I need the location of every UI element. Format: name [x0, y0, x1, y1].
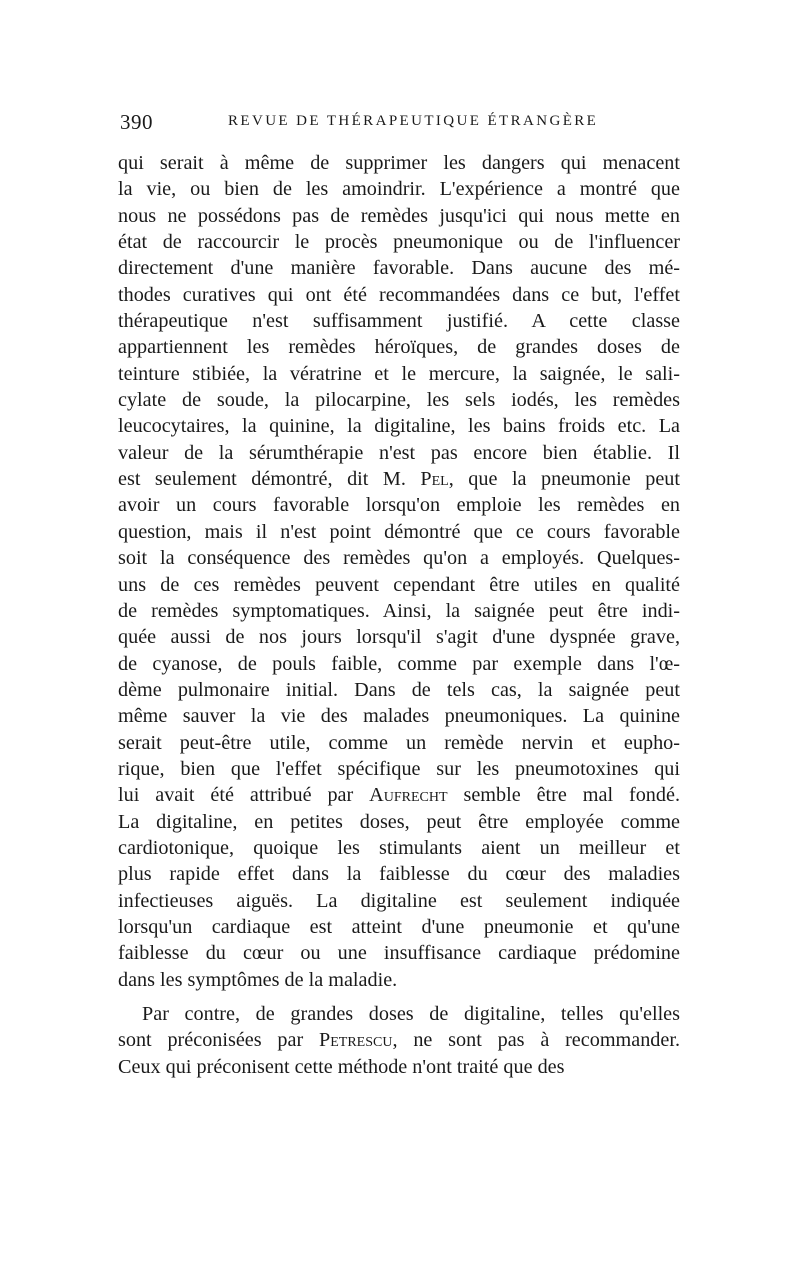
text-line: dème pulmonaire initial. Dans de tels cas, la saignée peut [118, 678, 680, 701]
text-line: infectieuses aiguës. La digitaline est seulement indiquée [118, 889, 680, 912]
text-line: leucocytaires, la quinine, la digitaline, les bains froids etc. La [118, 415, 680, 438]
text-line: qui serait à même de supprimer les dangers qui menacent [118, 152, 680, 174]
text-line: quée aussi de nos jours lorsqu'il s'agit d'une dyspnée grave, [118, 626, 680, 649]
text-line: appartiennent les remèdes héroïques, de grandes doses de [118, 336, 680, 359]
text-line: directement d'une manière favorable. Dans aucune des mé- [118, 257, 680, 280]
text-line: sont préconisées par Petrescu, ne sont pas à recommander. [118, 1029, 680, 1052]
text-line: lorsqu'un cardiaque est atteint d'une pneumonie et qu'une [118, 915, 680, 938]
text-line: même sauver la vie des malades pneumoniques. La quinine [118, 705, 680, 728]
text-line: teinture stibiée, la vératrine et le mercure, la saignée, le sali- [118, 362, 680, 385]
running-header [118, 110, 680, 140]
paragraph-1 [118, 150, 680, 993]
text-line: rique, bien que l'effet spécifique sur les pneumotoxines qui [118, 757, 680, 780]
text-line: thodes curatives qui ont été recommandées dans ce but, l'effet [118, 283, 680, 306]
text-line: question, mais il n'est point démontré que ce cours favorable [118, 520, 680, 543]
text-line: avoir un cours favorable lorsqu'on emploie les remèdes en [118, 494, 680, 517]
text-line: serait peut-être utile, comme un remède nervin et eupho- [118, 731, 680, 754]
document-page [118, 0, 680, 1262]
page-number: 390 [120, 110, 153, 134]
text-line: La digitaline, en petites doses, peut être employée comme [118, 810, 680, 833]
text-line: Ceux qui préconisent cette méthode n'ont traité que des [118, 1055, 565, 1078]
body-text [118, 150, 680, 1080]
text-line: la vie, ou bien de les amoindrir. L'expérience a montré que [118, 178, 680, 201]
running-title: REVUE DE THÉRAPEUTIQUE ÉTRANGÈRE [228, 113, 599, 129]
text-line: Par contre, de grandes doses de digitaline, telles qu'elles [142, 1003, 680, 1025]
text-line: état de raccourcir le procès pneumonique ou de l'influencer [118, 231, 680, 254]
text-line: de cyanose, de pouls faible, comme par exemple dans l'œ- [118, 652, 680, 675]
text-line: nous ne possédons pas de remèdes jusqu'ici qui nous mette en [118, 204, 680, 227]
author-name: Aufrecht [369, 784, 448, 807]
text-line: faiblesse du cœur ou une insuffisance cardiaque prédomine [118, 942, 680, 965]
text-line: cardiotonique, quoique les stimulants aient un meilleur et [118, 836, 680, 859]
text-line: thérapeutique n'est suffisamment justifié. A cette classe [118, 310, 680, 333]
paragraph-2 [118, 1001, 680, 1080]
text-line: valeur de la sérumthérapie n'est pas encore bien établie. Il [118, 441, 680, 464]
text-line: de remèdes symptomatiques. Ainsi, la saignée peut être indi- [118, 599, 680, 622]
text-line: uns de ces remèdes peuvent cependant être utiles en qualité [118, 573, 680, 596]
text-line: lui avait été attribué par Aufrecht semble être mal fondé. [118, 784, 680, 807]
text-line: cylate de soude, la pilocarpine, les sels iodés, les remèdes [118, 389, 680, 412]
text-line: plus rapide effet dans la faiblesse du cœur des maladies [118, 863, 680, 886]
author-name: Pel [420, 468, 449, 491]
text-line: dans les symptômes de la maladie. [118, 968, 398, 991]
text-line: soit la conséquence des remèdes qu'on a employés. Quelques- [118, 547, 680, 570]
author-name: Petrescu [319, 1029, 393, 1052]
text-line: est seulement démontré, dit M. Pel, que la pneumonie peut [118, 468, 680, 491]
